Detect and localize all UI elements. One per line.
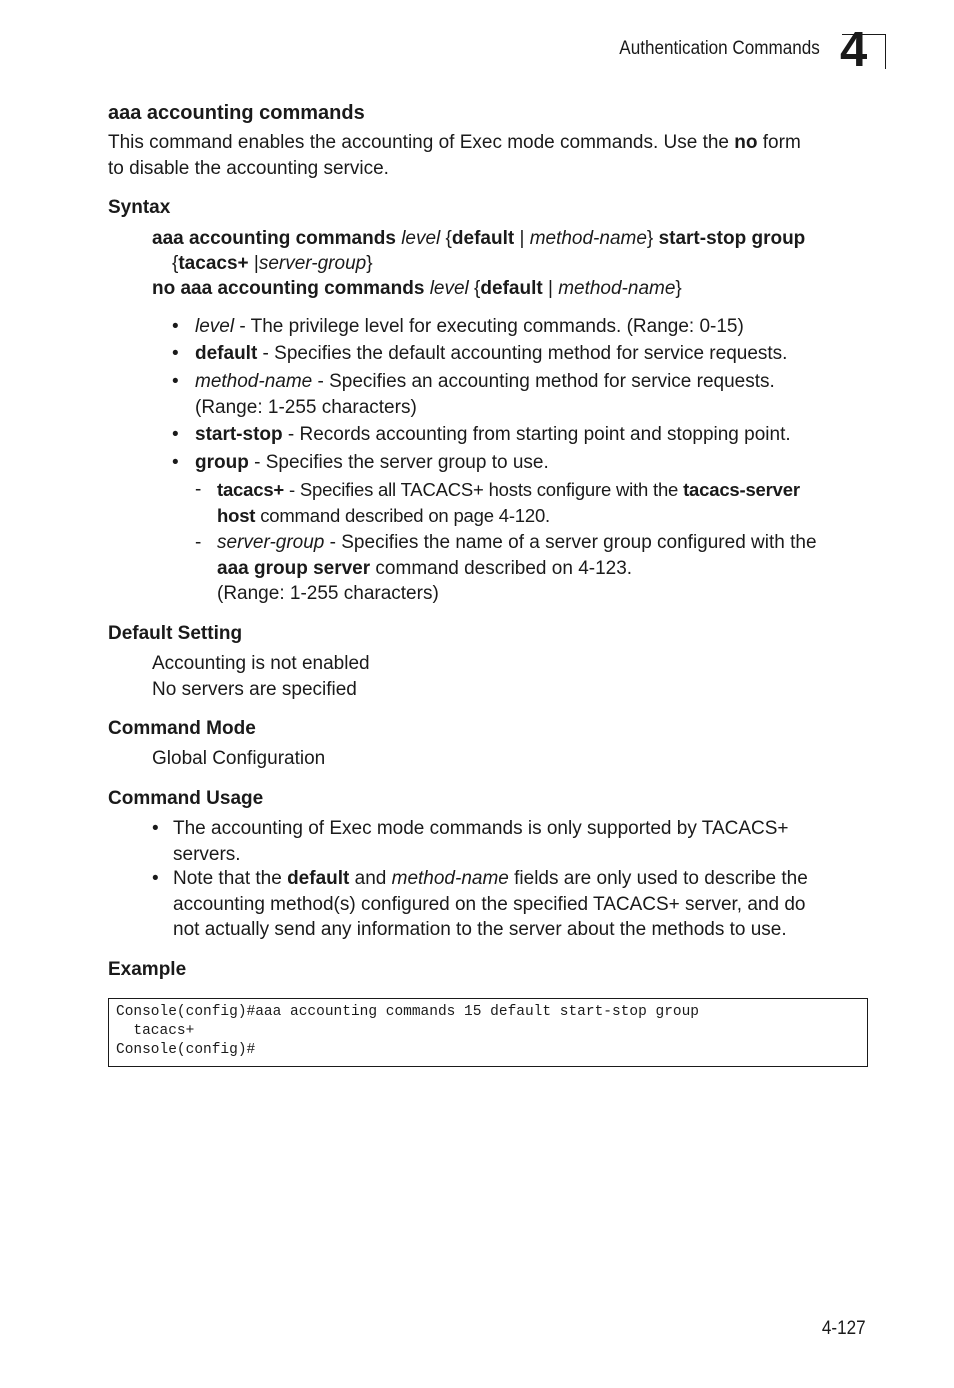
bullet-icon: •	[172, 371, 179, 392]
param-start-stop	[195, 422, 791, 448]
example-heading: Example	[108, 959, 187, 980]
param-term: method-name	[195, 371, 313, 392]
param-term: level	[195, 316, 235, 337]
command-title: aaa accounting commands	[108, 102, 365, 124]
bullet-icon: •	[152, 818, 159, 839]
syntax-command: aaa accounting commands	[152, 228, 396, 249]
syntax-heading: Syntax	[108, 197, 171, 218]
command-mode-heading: Command Mode	[108, 718, 256, 739]
default-setting-heading: Default Setting	[108, 623, 243, 644]
dash-marker: -	[195, 532, 202, 553]
command-mode-value: Global Configuration	[152, 748, 326, 769]
syntax-tacacs: tacacs+	[178, 253, 249, 274]
bullet-icon: •	[172, 452, 179, 473]
param-desc: - Specifies the server group to use.	[248, 452, 549, 473]
usage-text: and	[349, 868, 392, 889]
bullet-icon: •	[172, 316, 179, 337]
syntax-pipe: |	[514, 228, 530, 249]
usage-keyword: method-name	[391, 868, 509, 889]
description-no-keyword: no	[734, 132, 758, 153]
subparam-term: tacacs+	[217, 479, 285, 500]
syntax-line-2	[172, 251, 373, 277]
description	[108, 130, 801, 181]
syntax-server-group: server-group	[258, 253, 367, 274]
param-desc: - Records accounting from starting point and stopping point.	[282, 424, 791, 445]
usage-line: not actually send any information to the server about the methods to use.	[173, 919, 787, 940]
param-term: group	[195, 452, 249, 473]
syntax-brace: {	[445, 228, 452, 249]
syntax-method-name: method-name	[529, 228, 647, 249]
usage-text: fields are only used to describe the	[508, 868, 808, 889]
syntax-brace: }	[646, 228, 654, 249]
syntax-level: level	[429, 278, 469, 299]
syntax-pipe: |	[542, 278, 559, 299]
syntax-brace: {	[474, 278, 481, 299]
param-desc: - Specifies the default accounting method for service requests.	[257, 343, 788, 364]
param-method-name	[195, 369, 775, 420]
dash-marker: -	[195, 479, 202, 500]
syntax-brace: }	[366, 253, 373, 274]
subparam-command-ref: aaa group server	[217, 557, 371, 579]
subparam-command-ref: host	[217, 504, 256, 526]
subparam-desc-line2: command described on page 4-120.	[255, 504, 550, 526]
subparam-command-ref: tacacs-server	[683, 479, 800, 500]
usage-keyword: default	[287, 868, 350, 889]
description-line2: to disable the accounting service.	[108, 157, 389, 179]
description-part1: This command enables the accounting of Exec mode commands. Use the	[108, 132, 735, 153]
subparam-term: server-group	[217, 532, 325, 553]
command-usage-heading: Command Usage	[108, 788, 264, 809]
subparam-desc: - Specifies all TACACS+ hosts configure with the	[284, 479, 684, 500]
syntax-start-stop: start-stop group	[658, 228, 806, 249]
param-default	[195, 341, 787, 367]
usage-line: accounting method(s) configured on the specified TACACS+ server, and do	[173, 893, 806, 915]
param-level	[195, 314, 744, 340]
usage-text: Note that the	[173, 868, 288, 889]
syntax-brace: {	[172, 253, 179, 274]
usage-item-2	[173, 866, 808, 943]
usage-line: servers.	[173, 843, 241, 865]
bullet-icon: •	[172, 424, 179, 445]
usage-line: The accounting of Exec mode commands is only supported by TACACS+	[173, 818, 789, 839]
syntax-no-command: no aaa accounting commands	[152, 278, 425, 299]
syntax-brace: }	[675, 278, 682, 299]
usage-item-1	[173, 816, 789, 867]
description-part2: form	[757, 132, 801, 153]
page-number: 4-127	[822, 1318, 866, 1339]
subparam-desc-line2: command described on 4-123.	[370, 557, 633, 579]
bullet-icon: •	[172, 343, 179, 364]
syntax-default: default	[480, 278, 543, 299]
param-term: default	[195, 343, 258, 364]
subparam-desc: - Specifies the name of a server group configured with the	[324, 532, 817, 553]
syntax-default: default	[451, 228, 515, 249]
example-code-block: Console(config)#aaa accounting commands 15 default start-stop group tacacs+ Console(config)#	[108, 998, 868, 1067]
default-setting-body	[152, 651, 370, 702]
syntax-method-name: method-name	[558, 278, 676, 299]
subparam-server-group	[217, 530, 817, 607]
subparam-desc-line3: (Range: 1-255 characters)	[217, 583, 439, 604]
bullet-icon: •	[152, 868, 159, 889]
syntax-pipe: |	[248, 253, 259, 274]
syntax-line-1	[152, 226, 805, 252]
subparam-tacacs	[217, 477, 800, 528]
running-header: Authentication Commands	[619, 38, 820, 59]
chapter-number: 4	[840, 23, 868, 77]
default-setting-line: Accounting is not enabled	[152, 653, 370, 674]
param-desc: - The privilege level for executing commands. (Range: 0-15)	[234, 316, 744, 337]
param-group	[195, 450, 549, 476]
syntax-level: level	[401, 228, 441, 249]
default-setting-line: No servers are specified	[152, 678, 357, 700]
syntax-line-3	[152, 276, 682, 302]
param-desc: - Specifies an accounting method for service requests.	[312, 371, 775, 392]
param-term: start-stop	[195, 424, 283, 445]
param-desc-line2: (Range: 1-255 characters)	[195, 396, 417, 418]
